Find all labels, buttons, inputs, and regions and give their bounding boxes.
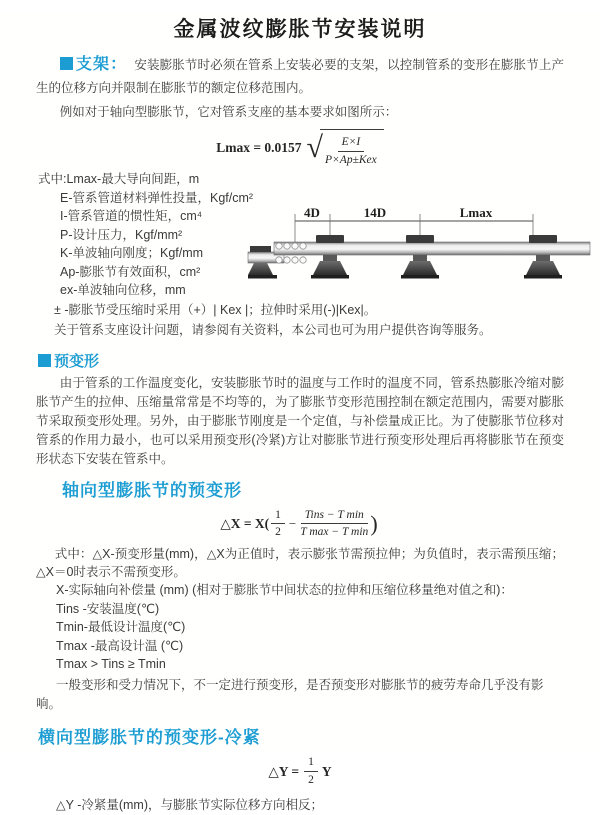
temperature-fraction bbox=[300, 508, 368, 541]
pipe-support bbox=[524, 235, 562, 279]
axial-where-paragraph: 式中：△X-预变形量(mm)，△X为正值时，表示膨张节需预拉伸；为负值时，表示需预压缩；△X＝0时表示不需预变形。 bbox=[36, 547, 564, 580]
fraction-denominator: P×Ap±Kex bbox=[325, 153, 377, 166]
pipe-support-diagram bbox=[248, 205, 593, 287]
fraction-denominator: T max − T min bbox=[300, 526, 369, 539]
axial-subheading: 轴向型膨胀节的预变形 bbox=[62, 480, 242, 500]
axial-formula-lead: △X = X( bbox=[220, 515, 270, 531]
half-fraction bbox=[304, 755, 318, 788]
document-page bbox=[0, 13, 600, 812]
predeform-paragraph: 由于管系的工作温度变化，安装膨胀节时的温度与工作时的温度不同，管系热膨胀冷缩对膨胀节产生的拉伸、压缩量常常是不均等的，为了膨胀节变形范围控制在额定范围内，需要对膨胀节采取预变形处理。另外，由于膨胀节刚度是一个定值，与补偿量成正比。为了使膨胀节位移对管系的作用力最小，也可以采用预变形(冷紧)方让对膨胀节进行预变形处理后再将膨胀节在预变形状态下安装在管系中。 bbox=[36, 375, 564, 466]
predeform-section-heading: 预变形 bbox=[54, 352, 100, 370]
axial-formula bbox=[0, 508, 600, 541]
pipe bbox=[274, 242, 590, 255]
definition-line: Ap-膨胀节有效面积，cm² bbox=[60, 264, 201, 279]
support-section-heading: 支架： bbox=[75, 56, 128, 73]
lmax-formula-lead: Lmax = 0.0157 bbox=[216, 140, 302, 155]
fraction-numerator: Tins − T min bbox=[301, 508, 368, 525]
sign-convention-note: ± -膨胀节受压缩时采用（+）| Kex |；拉伸时采用(-)|Kex|。 bbox=[54, 302, 377, 317]
dim-label-14d: 14D bbox=[363, 205, 387, 220]
fraction-denominator: 2 bbox=[308, 774, 314, 787]
dim-label-4d: 4D bbox=[304, 205, 320, 220]
definition-line: 式中:Lmax-最大导向间距，m bbox=[38, 172, 200, 186]
definition-line: E-管系管道材料弹性投量，Kgf/cm² bbox=[60, 190, 254, 205]
temp-line: Tins -安装温度(℃) bbox=[56, 601, 160, 616]
pipe-support bbox=[311, 235, 349, 279]
x-definition-line: X-实际轴向补偿量 (mm) (相对于膨胀节中间状态的拉伸和压缩位移量绝对值之和)： bbox=[56, 583, 513, 598]
temp-line: Tmax > Tins ≥ Tmin bbox=[56, 657, 166, 672]
radical-sign-icon: √ bbox=[306, 131, 324, 164]
support-intro-text: 安装膨胀节时必须在管系上安装必要的支架，以控制管系的变形在膨胀节上产生的位移方向并限制在膨胀节的额定位移范围内。 bbox=[36, 58, 564, 95]
definition-line: K-单波轴向刚度；Kgf/mm bbox=[60, 246, 204, 260]
definition-line: I-管系管道的惯性矩，cm⁴ bbox=[60, 209, 203, 223]
section-marker-icon bbox=[38, 354, 51, 367]
dim-label-lmax: Lmax bbox=[459, 205, 493, 220]
lateral-subheading: 横向型膨胀节的预变形-冷紧 bbox=[38, 727, 261, 747]
temp-line: Tmax -最高设计温 (℃) bbox=[56, 638, 184, 653]
fraction-denominator: 2 bbox=[275, 526, 281, 539]
close-paren: ) bbox=[370, 510, 378, 536]
fraction-numerator: 1 bbox=[271, 508, 285, 525]
predeform-section-heading-row bbox=[38, 350, 600, 371]
lmax-formula bbox=[0, 130, 600, 166]
radicand bbox=[320, 129, 384, 168]
service-note: 关于管系支座设计问题，请参阅有关资料，本公司也可为用户提供咨询等服务。 bbox=[54, 323, 492, 337]
radicand-fraction bbox=[325, 135, 377, 168]
lateral-note: △Y -冷紧量(mm)，与膨胀节实际位移方向相反； bbox=[56, 797, 324, 812]
sqrt-radical bbox=[307, 129, 384, 168]
lateral-formula-lead: △Y = bbox=[268, 763, 300, 779]
support-paragraph bbox=[36, 53, 564, 100]
axial-general-note: 一般变形和受力情况下，不一定进行预变形，是否预变形对膨胀节的疲劳寿命几乎没有影响。 bbox=[36, 677, 544, 711]
fraction-numerator: 1 bbox=[304, 755, 318, 772]
fraction-numerator: E×I bbox=[338, 135, 365, 152]
half-fraction bbox=[271, 508, 285, 541]
support-example-line: 例如对于轴向型膨胀节，它对管系支座的基本要求如图所示： bbox=[59, 105, 398, 119]
page-title: 金属波纹膨胀节安装说明 bbox=[173, 18, 427, 41]
section-marker-icon bbox=[60, 57, 73, 70]
lateral-formula bbox=[0, 757, 600, 787]
pipe-support bbox=[401, 235, 439, 279]
lateral-formula-tail: Y bbox=[321, 763, 332, 779]
definition-line: P-设计压力，Kgf/mm² bbox=[60, 227, 183, 242]
minus-sign: − bbox=[288, 515, 297, 531]
temp-line: Tmin-最低设计温度(℃) bbox=[56, 620, 186, 635]
definition-line: ex-单波轴向位移，mm bbox=[60, 283, 186, 297]
